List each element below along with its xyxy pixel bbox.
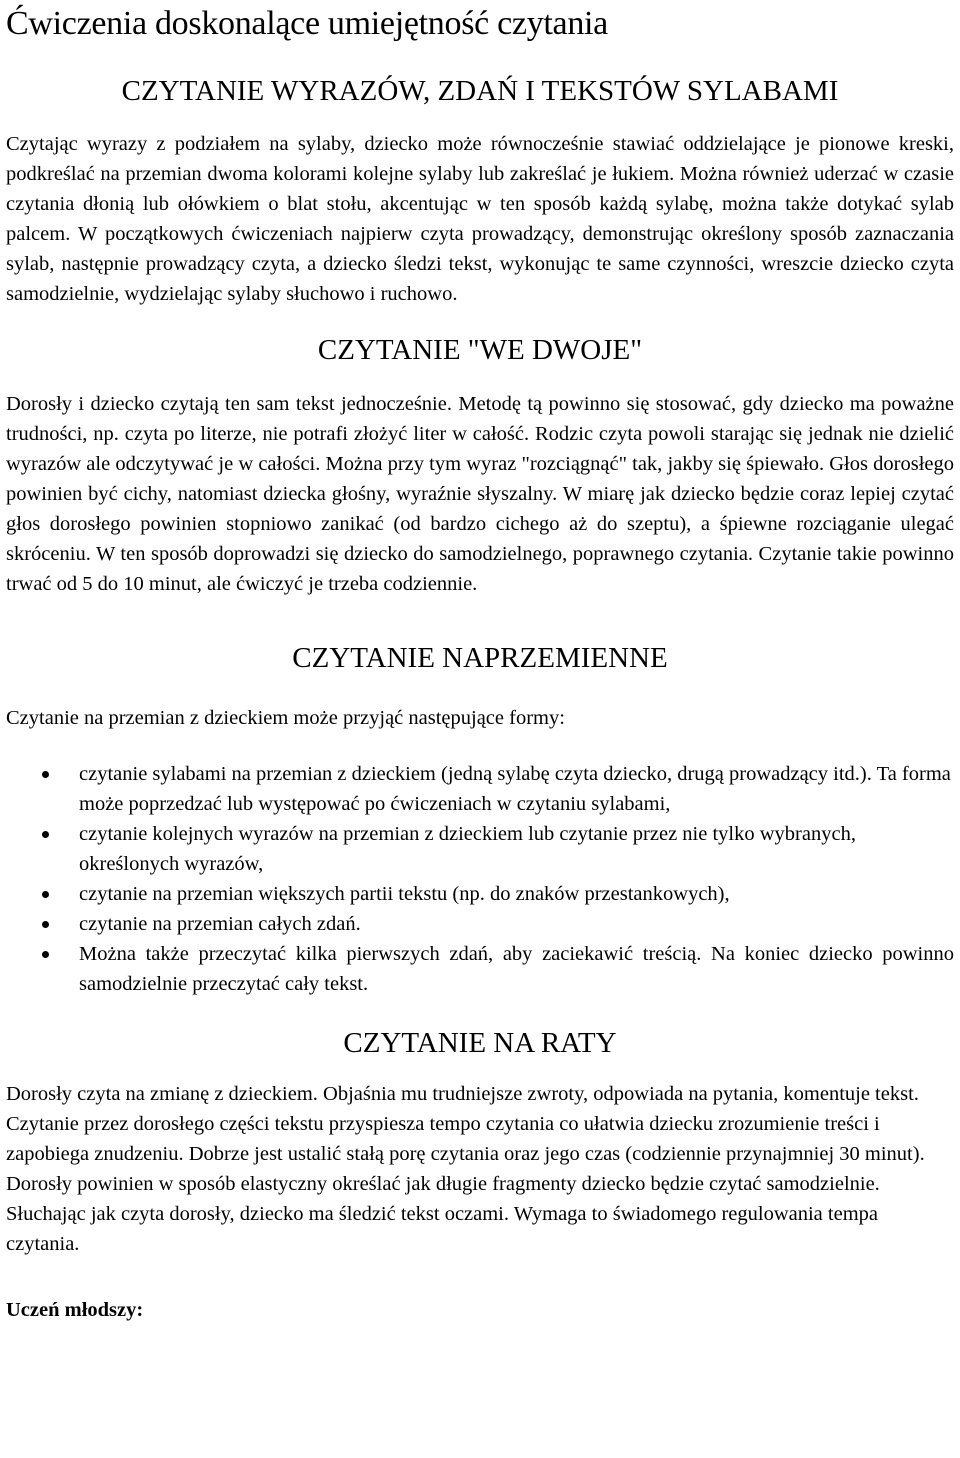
list-item-text: czytanie kolejnych wyrazów na przemian z dzieckiem lub czytanie przez nie tylko wybranych, określonych wyrazów,: [79, 823, 856, 875]
list-item-text: Można także przeczytać kilka pierwszych zdań, aby zaciekawić treścią. Na koniec dziecko powinno samodzielnie przeczytać cały tekst.: [79, 943, 954, 995]
subheading-uczen-mlodszy: Uczeń młodszy:: [6, 1299, 144, 1321]
bullet-icon: [42, 921, 49, 928]
bullet-list-naprzemienne: [6, 759, 954, 999]
list-item: [6, 879, 954, 909]
bullet-icon: [42, 951, 49, 958]
list-item-text: czytanie na przemian całych zdań.: [79, 913, 361, 935]
document-title: Ćwiczenia doskonalące umiejętność czytania: [6, 5, 608, 42]
list-item-text: czytanie na przemian większych partii tekstu (np. do znaków przestankowych),: [79, 883, 730, 905]
list-item-text: czytanie sylabami na przemian z dzieckiem (jedną sylabę czyta dziecko, drugą prowadzący itd.). Ta forma może poprzedzać lub występować po ćwiczeniach w czytaniu sylabami,: [79, 763, 951, 815]
list-item: [6, 939, 954, 999]
paragraph-sylabami: Czytając wyrazy z podziałem na sylaby, dziecko może równocześnie stawiać oddzielające je pionowe kreski, podkreślać na przemian dwoma kolorami kolejne sylaby lub zakreślać je łukiem. Można również uderzać w czasie czytania dłonią lub ołówkiem o blat stołu, akcentując w ten sposób każdą sylabę, można także dotykać sylab palcem. W początkowych ćwiczeniach najpierw czyta prowadzący, demonstrując określony sposób zaznaczania sylab, następnie prowadzący czyta, a dziecko śledzi tekst, wykonując te same czynności, wreszcie dziecko czyta samodzielnie, wydzielając sylaby słuchowo i ruchowo.: [6, 133, 954, 305]
list-item: [6, 759, 954, 819]
bullet-icon: [42, 771, 49, 778]
section-heading-sylabami: CZYTANIE WYRAZÓW, ZDAŃ I TEKSTÓW SYLABAMI: [121, 75, 839, 107]
paragraph-we-dwoje: Dorosły i dziecko czytają ten sam tekst jednocześnie. Metodę tą powinno się stosować, gdy dziecko ma poważne trudności, np. czyta po literze, nie potrafi złożyć liter w całość. Rodzic czyta powoli starając się jednak nie dzielić wyrazów ale odczytywać je w całości. Można przy tym wyraz "rozciągnąć" tak, jakby się śpiewało. Głos dorosłego powinien być cichy, natomiast dziecka głośny, wyraźnie słyszalny. W miarę jak dziecko będzie coraz lepiej czytać głos dorosłego powinien stopniowo zanikać (od bardzo cichego aż do szeptu), a śpiewne rozciąganie ulegać skróceniu. W ten sposób doprowadzi się dziecko do samodzielnego, poprawnego czytania. Czytanie takie powinno trwać od 5 do 10 minut, ale ćwiczyć je trzeba codziennie.: [6, 393, 954, 595]
bullet-icon: [42, 831, 49, 838]
list-item: [6, 819, 954, 879]
section-heading-na-raty: CZYTANIE NA RATY: [343, 1027, 617, 1059]
section-heading-naprzemienne: CZYTANIE NAPRZEMIENNE: [292, 642, 668, 674]
list-item: [6, 909, 954, 939]
paragraph-naprzemienne-intro: Czytanie na przemian z dzieckiem może przyjąć następujące formy:: [6, 707, 565, 729]
paragraph-na-raty: Dorosły czyta na zmianę z dzieckiem. Objaśnia mu trudniejsze zwroty, odpowiada na pytania, komentuje tekst. Czytanie przez dorosłego części tekstu przyspiesza tempo czytania co ułatwia dziecku zrozumienie treści i zapobiega znudzeniu. Dobrze jest ustalić stałą porę czytania oraz jego czas (codziennie przynajmniej 30 minut). Dorosły powinien w sposób elastyczny określać jak długie fragmenty dziecko będzie czytać samodzielnie. Słuchając jak czyta dorosły, dziecko ma śledzić tekst oczami. Wymaga to świadomego regulowania tempa czytania.: [6, 1083, 925, 1255]
bullet-icon: [42, 891, 49, 898]
section-heading-we-dwoje: CZYTANIE "WE DWOJE": [317, 334, 643, 366]
